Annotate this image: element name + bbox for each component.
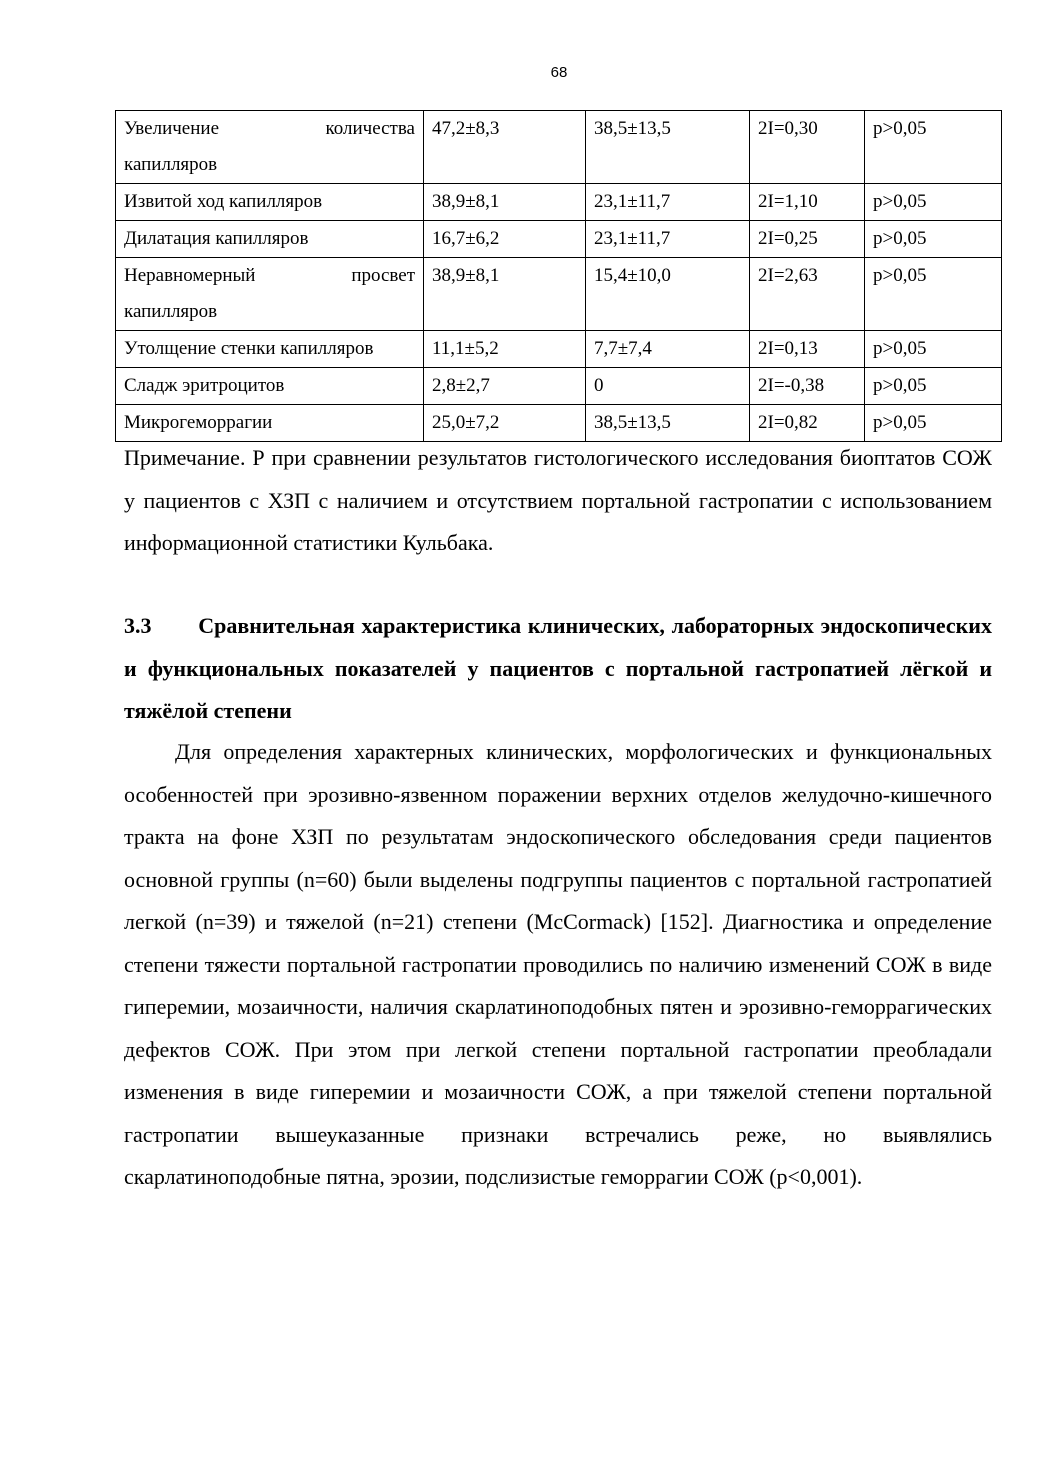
section-heading: 3.3 Сравнительная характеристика клинических, лабораторных эндоскопических и функциональных показателей у пациентов с портальной гастропатией лёгкой и тяжёлой степени (124, 613, 992, 723)
table-cell: 2I=0,30 (750, 111, 865, 184)
table-cell: 23,1±11,7 (586, 221, 750, 258)
table-cell: 38,5±13,5 (586, 405, 750, 442)
table-cell-indicator: Микрогеморрагии (116, 405, 424, 442)
table-cell-label-part: просвет (351, 265, 415, 286)
table-cell: 2,8±2,7 (424, 368, 586, 405)
table-cell: 7,7±7,4 (586, 331, 750, 368)
table-cell: p>0,05 (865, 258, 1002, 331)
table-row (116, 184, 1002, 221)
table-cell: p>0,05 (865, 405, 1002, 442)
table-row (116, 368, 1002, 405)
table-cell: 38,9±8,1 (424, 258, 586, 331)
table-cell: 2I=-0,38 (750, 368, 865, 405)
table-cell-indicator: Утолщение стенки капилляров (116, 331, 424, 368)
table-cell-indicator (116, 258, 424, 331)
table-cell: p>0,05 (865, 221, 1002, 258)
table-cell: 2I=2,63 (750, 258, 865, 331)
table-cell: 25,0±7,2 (424, 405, 586, 442)
table-row (116, 331, 1002, 368)
table-cell: p>0,05 (865, 184, 1002, 221)
table-cell: 2I=0,13 (750, 331, 865, 368)
page-number: 68 (550, 64, 568, 81)
table-cell: 38,9±8,1 (424, 184, 586, 221)
table-cell: 15,4±10,0 (586, 258, 750, 331)
table-cell-indicator (116, 111, 424, 184)
table-cell-label-part: Увеличение (124, 118, 220, 139)
table-cell: 2I=0,25 (750, 221, 865, 258)
table-cell: 2I=0,82 (750, 405, 865, 442)
table-cell-label-part: капилляров (124, 154, 218, 175)
table-row (116, 221, 1002, 258)
table-cell-label-part: капилляров (124, 301, 218, 322)
table-cell-label-part: Неравномерный (124, 265, 256, 286)
table-cell: 47,2±8,3 (424, 111, 586, 184)
table-cell: 11,1±5,2 (424, 331, 586, 368)
table-cell: p>0,05 (865, 111, 1002, 184)
table-cell: p>0,05 (865, 368, 1002, 405)
table-row (116, 111, 1002, 184)
table-cell-indicator: Дилатация капилляров (116, 221, 424, 258)
table-cell: p>0,05 (865, 331, 1002, 368)
table-cell-indicator: Сладж эритроцитов (116, 368, 424, 405)
table-row (116, 258, 1002, 331)
table-cell: 38,5±13,5 (586, 111, 750, 184)
table-cell: 2I=1,10 (750, 184, 865, 221)
body-paragraph: Для определения характерных клинических, морфологических и функциональных особенностей при эрозивно-язвенном поражении верхних отделов желудочно-кишечного тракта на фоне ХЗП по результатам эндоскопического обследования среди пациентов основной группы (n=60) были выделены подгруппы пациентов с портальной гастропатией легкой (n=39) и тяжелой (n=21) степени (McCormack) [152]. Диагностика и определение степени тяжести портальной гастропатии проводились по наличию изменений СОЖ в виде гиперемии, мозаичности, наличия скарлатиноподобных пятен и эрозивно-геморрагических дефектов СОЖ. При этом при легкой степени портальной гастропатии преобладали изменения в виде гиперемии и мозаичности СОЖ, а при тяжелой степени портальной гастропатии вышеуказанные признаки встречались реже, но выявлялись скарлатиноподобные пятна, эрозии, подслизистые геморрагии СОЖ (p<0,001). (124, 739, 992, 1189)
results-table (115, 110, 1002, 442)
table-cell: 16,7±6,2 (424, 221, 586, 258)
table-cell: 0 (586, 368, 750, 405)
table-cell: 23,1±11,7 (586, 184, 750, 221)
table-note: Примечание. Р при сравнении результатов гистологического исследования биоптатов СОЖ у пациентов с ХЗП с наличием и отсутствием портальной гастропатии с использованием информационной статистики Кульбака. (124, 445, 992, 555)
table-cell-label-part: количества (325, 118, 415, 139)
table-row (116, 405, 1002, 442)
table-cell-indicator: Извитой ход капилляров (116, 184, 424, 221)
